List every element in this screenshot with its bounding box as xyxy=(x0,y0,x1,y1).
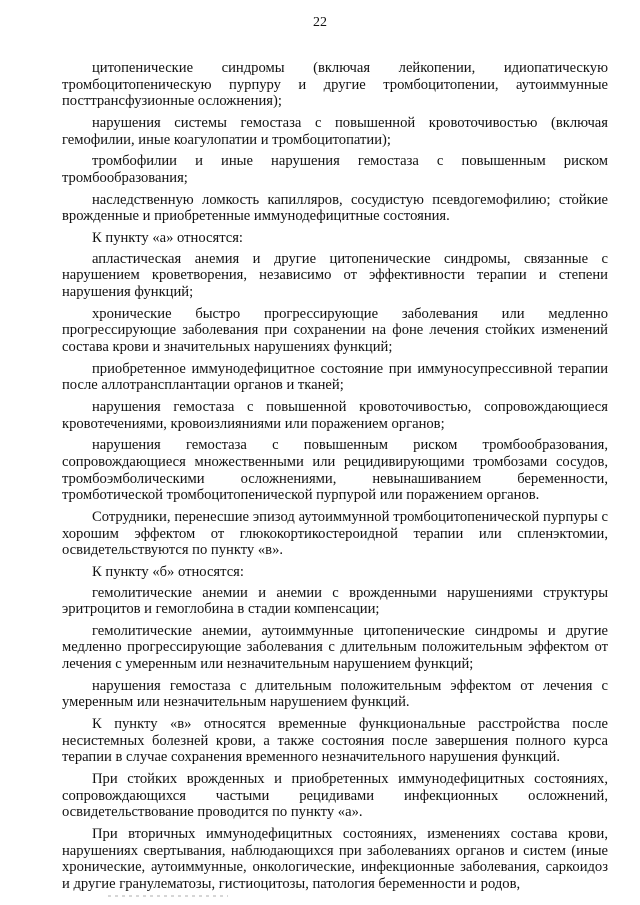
paragraph: тромбофилии и иные нарушения гемостаза с повышенным риском тромбообразования; xyxy=(62,153,608,186)
paragraph: нарушения системы гемостаза с повышенной кровоточивостью (включая гемофилии, иные коагулопатии и тромбоцитопатии); xyxy=(62,114,608,148)
paragraph: наследственную ломкость капилляров, сосудистую псевдогемофилию; стойкие врожденные и приобретенные иммунодефицитные состояния. xyxy=(62,191,608,225)
section-heading: К пункту «б» относятся: xyxy=(92,563,244,580)
paragraph: цитопенические синдромы (включая лейкопении, идиопатическую тромбоцитопеническую пурпуру и другие тромбоцитопении, аутоиммунные посттрансфузионные осложнения); xyxy=(62,60,608,110)
paragraph: Сотрудники, перенесшие эпизод аутоиммунной тромбоцитопенической пурпуры с хорошим эффектом от глюкокортикостероидной терапии или спленэктомии, освидетельствуются по пункту «в». xyxy=(62,508,608,559)
paragraph: приобретенное иммунодефицитное состояние при иммуносупрессивной терапии после аллотрансплантации органов и тканей; xyxy=(62,360,608,394)
paragraph: гемолитические анемии, аутоиммунные цитопенические синдромы и другие медленно прогрессирующие заболевания с длительным положительным эффектом от лечения с умеренным или незначительным нарушением функций; xyxy=(62,622,608,673)
paragraph: При вторичных иммунодефицитных состояниях, изменениях состава крови, нарушениях свертывания, наблюдающихся при заболеваниях органов и систем (иные хронические, аутоиммунные, онкологические, инфекционные заболевания, саркоидоз и другие гранулематозы, гистиоцитозы, патология беременности и родов, xyxy=(62,826,608,892)
scan-artifact xyxy=(108,895,228,897)
paragraph: хронические быстро прогрессирующие заболевания или медленно прогрессирующие заболевания при сохранении на фоне лечения стойких изменений состава крови и значительных нарушениях функций; xyxy=(62,305,608,355)
paragraph: К пункту «в» относятся временные функциональные расстройства после несистемных болезней крови, а также состояния после завершения полного курса терапии в случае сохранения временного незначительного нарушения функций. xyxy=(62,716,608,766)
paragraph: При стойких врожденных и приобретенных иммунодефицитных состояниях, сопровождающихся частыми рецидивами инфекционных осложнений, освидетельствование проводится по пункту «а». xyxy=(62,771,608,821)
paragraph: нарушения гемостаза с повышенной кровоточивостью, сопровождающиеся кровотечениями, кровоизлияниями или поражением органов; xyxy=(62,399,608,432)
page-number: 22 xyxy=(313,15,327,30)
section-heading: К пункту «а» относятся: xyxy=(92,230,243,247)
paragraph: нарушения гемостаза с длительным положительным эффектом от лечения с умеренным или незначительным нарушением функций. xyxy=(62,677,608,711)
paragraph: гемолитические анемии и анемии с врожденными нарушениями структуры эритроцитов и гемоглобина в стадии компенсации; xyxy=(62,584,608,618)
paragraph: нарушения гемостаза с повышенным риском тромбообразования, сопровождающиеся множественными или рецидивирующими тромбозами сосудов, тромбоэмболическими осложнениями, невынашиванием беременности, тромботической тромбоцитопенической пурпурой или поражением органов. xyxy=(62,437,608,504)
document-body xyxy=(62,60,608,898)
paragraph: апластическая анемия и другие цитопенические синдромы, связанные с нарушением кроветворения, независимо от эффективности терапии и степени нарушения функций; xyxy=(62,250,608,300)
